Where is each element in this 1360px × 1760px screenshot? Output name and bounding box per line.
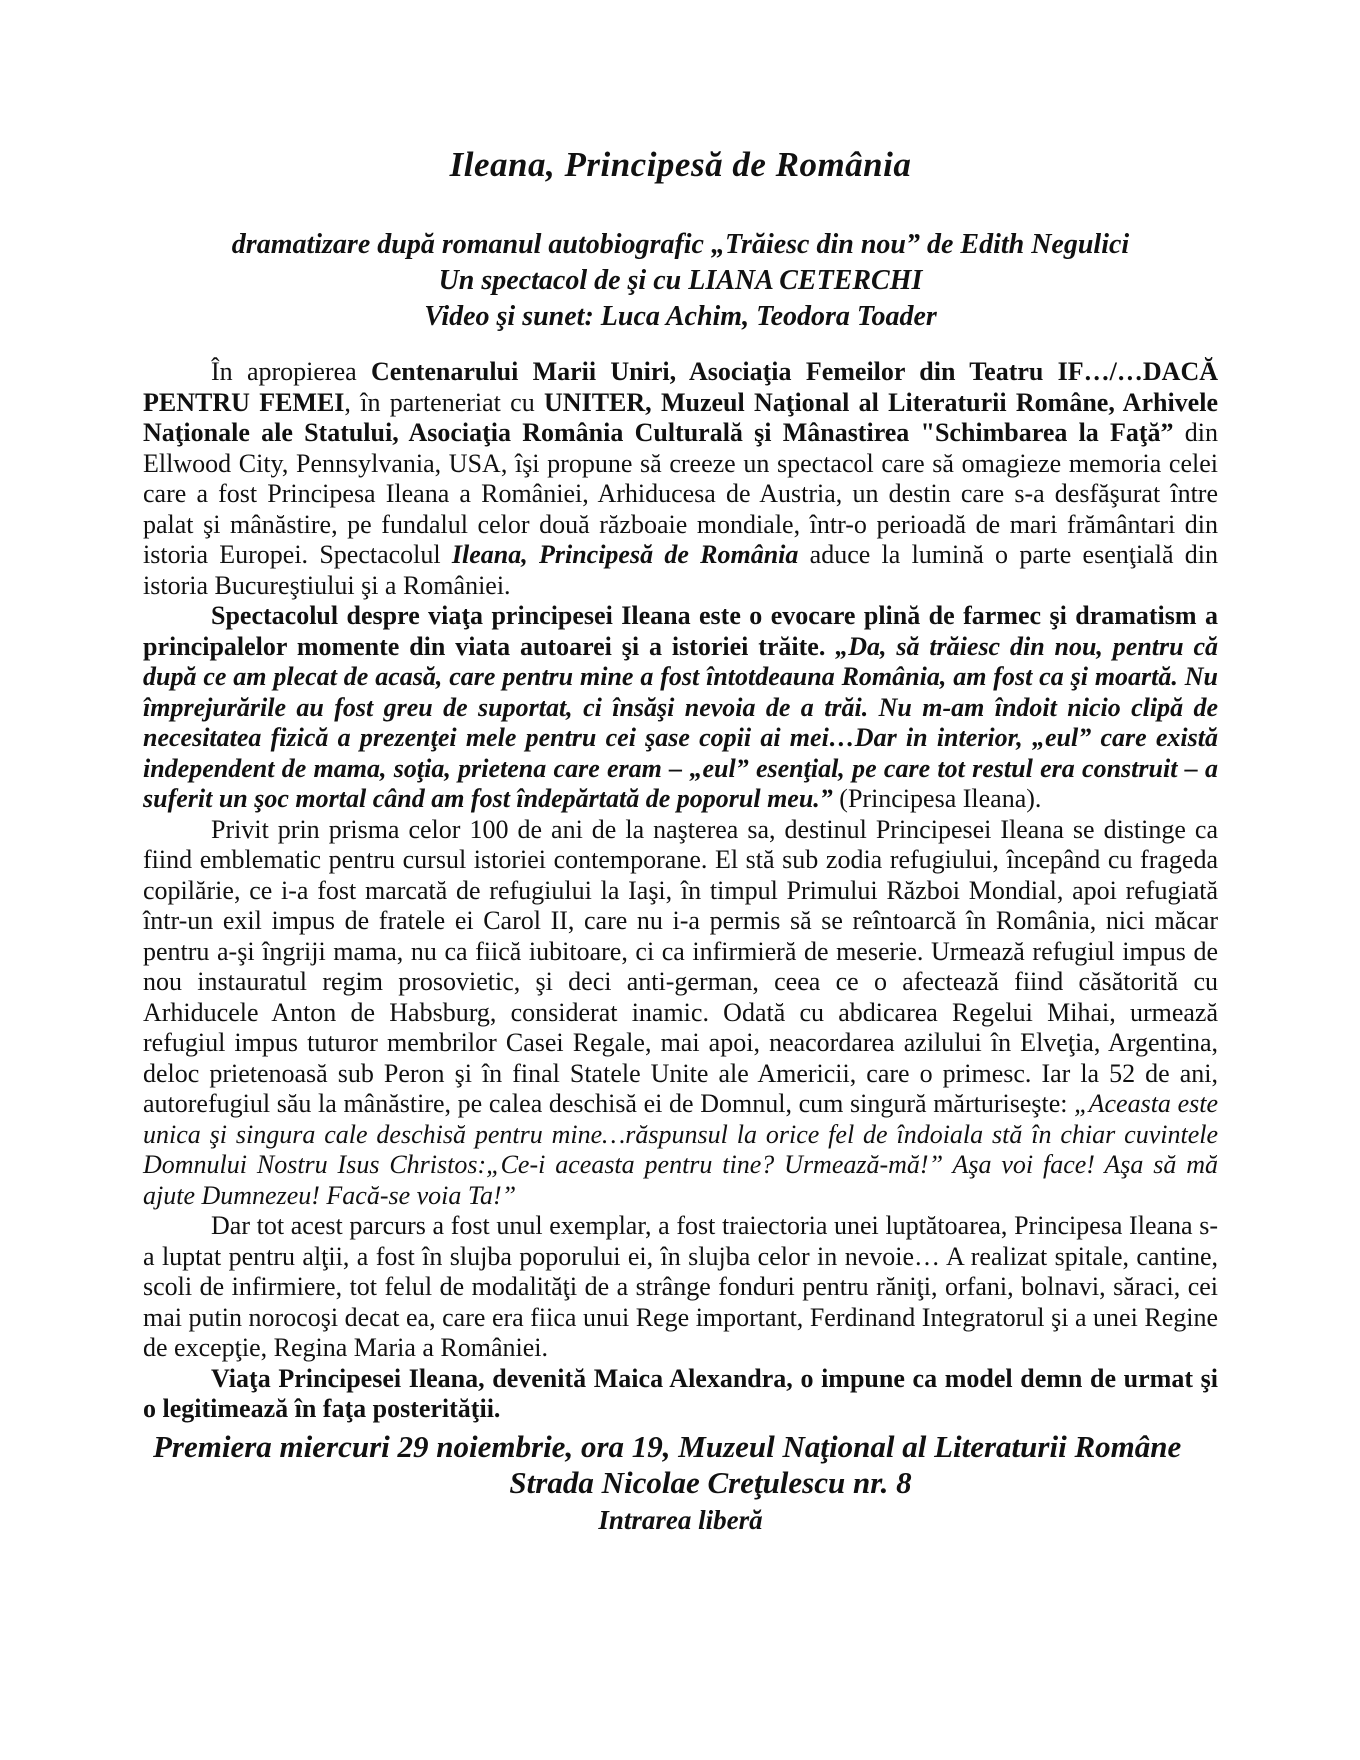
text-run: În apropierea	[211, 357, 371, 386]
paragraph-destiny	[143, 815, 1218, 1212]
subtitle-line-video-sound: Video şi sunet: Luca Achim, Teodora Toader	[424, 301, 937, 332]
text-run: Spectacolul despre viaţa principesei Ileana este o evocare plină de farmec şi dramatism a principalelor momente din viata autoarei şi a istoriei trăite.	[143, 601, 1218, 661]
text-run: „Aceasta este unica şi singura cale deschisă pentru mine…răspunsul la orice fel de îndoiala stă în chiar cuvintele Domnului Nostru Isus Christos:„Ce-i aceasta pentru tine? Urmează-mă!” Aşa voi face! Aşa să mă ajute Dumnezeu! Facă-se voia Ta!”	[143, 1089, 1218, 1210]
paragraph-show-description	[143, 601, 1218, 815]
subtitle-line-performer: Un spectacol de şi cu LIANA CETERCHI	[438, 265, 923, 296]
text-run: UNITER, Muzeul Naţional al Literaturii Române, Arhivele Naţionale ale Statului, Asociaţia România Culturală şi Mânastirea "Schimbarea la Faţă”	[143, 387, 1218, 447]
free-entry-line: Intrarea liberă	[598, 1504, 763, 1535]
text-run: Dar tot acest parcurs a fost unul exemplar, a fost traiectoria unei luptătoarea, Principesa Ileana s-a luptat pentru alţii, a fost în slujba poporului ei, în slujba celor in nevoie… A realizat spitale, cantine, scoli de infirmiere, tot felul de modalităţi de a strânge fonduri pentru răniţi, orfani, bolnavi, săraci, cei mai putin norocoşi decat ea, care era fiica unui Rege important, Ferdinand Integratorul şi a unei Regine de excepţie, Regina Maria a României.	[143, 1211, 1218, 1362]
premiere-info-line: Premiera miercuri 29 noiembrie, ora 19, Muzeul Naţional al Literaturii Române	[153, 1428, 1182, 1464]
text-run: , în parteneriat cu	[344, 387, 545, 417]
text-run: Viaţa Principesei Ileana, devenită Maica Alexandra, o impune ca model demn de urmat şi o legitimează în faţa posterităţii.	[143, 1363, 1218, 1423]
paragraph-intro	[143, 357, 1218, 601]
text-run: Ileana, Principesă de România	[451, 540, 799, 569]
paragraph-achievements	[143, 1211, 1218, 1364]
text-run: din Ellwood City, Pennsylvania, USA, îşi propune să creeze un spectacol care să omagieze memoria celei care a fost Principesa Ileana a României, Arhiducesa de Austria, un destin care s-a desfăşurat între palat şi mânăstire, pe fundalul celor două războaie mondiale, într-o perioadă de mari frământari din istoria Europei. Spectacolul	[143, 418, 1218, 569]
text-run: (Principesa Ileana).	[832, 784, 1042, 813]
text-run: „Da, să trăiesc din nou, pentru că după ce am plecat de acasă, care pentru mine a fost întotdeauna România, am fost ca şi moartă. Nu împrejurările au fost greu de suportat, ci însăşi nevoia de a trăi. Nu m-am îndoit nicio clipă de necesitatea fizică a prezenţei mele pentru cei şase copii ai mei…Dar in interior, „eul” care există independent de mama, soţia, prietena care eram – „eul” esenţial, pe care tot restul era construit – a suferit un şoc mortal când am fost îndepărtată de poporul meu.”	[143, 631, 1218, 813]
text-run: Privit prin prisma celor 100 de ani de la naşterea sa, destinul Principesei Ileana se distinge ca fiind emblematic pentru cursul istoriei contemporane. El stă sub zodia refugiului, începând cu frageda copilărie, ce i-a fost marcată de refugiului la Iaşi, în timpul Primului Război Mondial, apoi refugiată într-un exil impus de fratele ei Carol II, care nu i-a permis să se reîntoarcă în România, nici măcar pentru a-şi îngriji mama, nu ca fiică iubitoare, ci ca infirmieră de meserie. Urmează refugiul impus de nou instauratul regim prosovietic, şi deci anti-german, ceea ce o afectează fiind căsătorită cu Arhiducele Anton de Habsburg, considerat inamic. Odată cu abdicarea Regelui Mihai, urmează refugiul impus tuturor membrilor Casei Regale, mai apoi, neacordarea azilului în Elveţia, Argentina, deloc prietenoasă sub Peron şi în final Statele Unite ale Americii, care o primesc. Iar la 52 de ani, autorefugiul său la mânăstire, pe calea deschisă ei de Domnul, cum singură mărturiseşte:	[143, 814, 1218, 1118]
text-run: Centenarului Marii Uniri, Asociaţia Femeilor din Teatru IF…/…DACĂ PENTRU FEMEI	[143, 357, 1218, 417]
text-run: aduce la lumină o parte esenţială din istoria Bucureştiului şi a României.	[143, 540, 1218, 600]
subtitle-line-dramatization: dramatizare după romanul autobiografic „Trăiesc din nou” de Edith Negulici	[231, 229, 1130, 260]
subtitle-block	[143, 227, 1218, 335]
document-title: Ileana, Principesă de România	[449, 145, 912, 184]
paragraph-legacy	[143, 1364, 1218, 1425]
address-line: Strada Nicolae Creţulescu nr. 8	[509, 1464, 912, 1500]
